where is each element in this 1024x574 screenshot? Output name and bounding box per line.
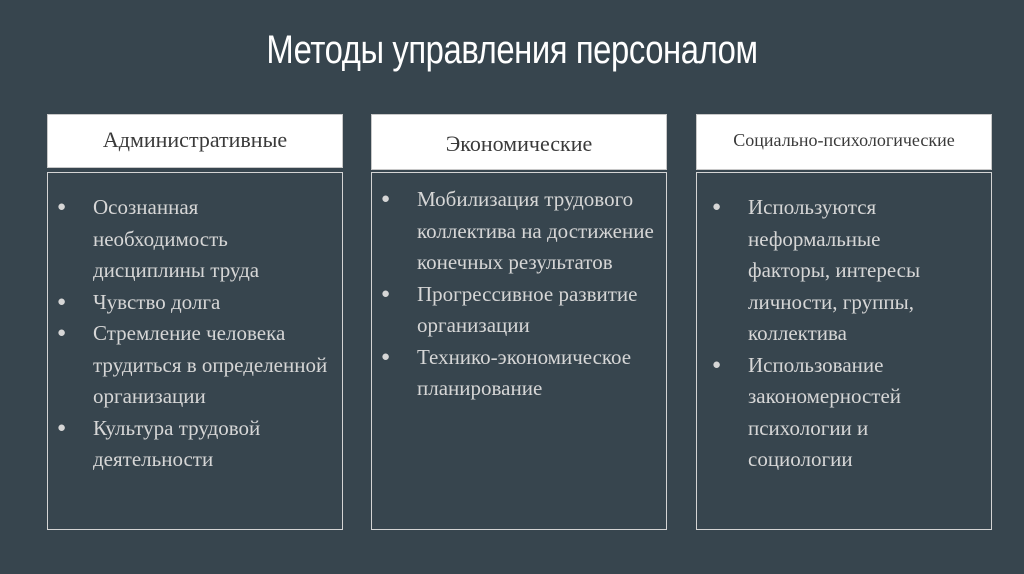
list-item: ● Технико-экономическое планирование xyxy=(372,342,672,405)
bullet-icon: ● xyxy=(712,199,722,215)
header-social-psychological xyxy=(696,114,992,170)
header-economic xyxy=(371,114,667,170)
list-item: ● Осознанная необходимость дисциплины труда xyxy=(48,192,334,287)
list-item: ● Стремление человека трудиться в определенной организации xyxy=(48,318,334,413)
header-social-psychological-label: Социально-психологические xyxy=(733,129,955,150)
list-item: ● Используются неформальные факторы, интересы личности, группы, коллектива xyxy=(697,192,955,350)
list-item: ● Использование закономерностей психологии и социологии xyxy=(697,350,955,476)
bullet-icon: ● xyxy=(57,199,67,215)
page-title: Методы управления персоналом xyxy=(266,28,758,72)
header-economic-label: Экономические xyxy=(445,131,593,156)
list-social-psychological xyxy=(697,192,955,476)
box-economic xyxy=(371,172,667,530)
list-administrative xyxy=(48,192,334,476)
list-item: ● Культура трудовой деятельности xyxy=(48,413,334,476)
list-item: ● Прогрессивное развитие организации xyxy=(372,279,666,342)
bullet-icon: ● xyxy=(381,348,391,365)
list-item: ● Чувство долга xyxy=(48,287,334,319)
bullet-icon: ● xyxy=(712,356,722,373)
header-administrative xyxy=(47,114,343,168)
box-social-psychological xyxy=(696,172,992,530)
bullet-icon: ● xyxy=(57,325,67,341)
bullet-icon: ● xyxy=(57,293,67,310)
bullet-icon: ● xyxy=(381,285,391,302)
list-item: ● Мобилизация трудового коллектива на достижение конечных результатов xyxy=(372,184,666,279)
box-administrative xyxy=(47,172,343,530)
bullet-icon: ● xyxy=(381,191,391,207)
header-administrative-label: Административные xyxy=(102,127,288,152)
bullet-icon: ● xyxy=(57,419,67,436)
list-economic xyxy=(372,184,666,405)
